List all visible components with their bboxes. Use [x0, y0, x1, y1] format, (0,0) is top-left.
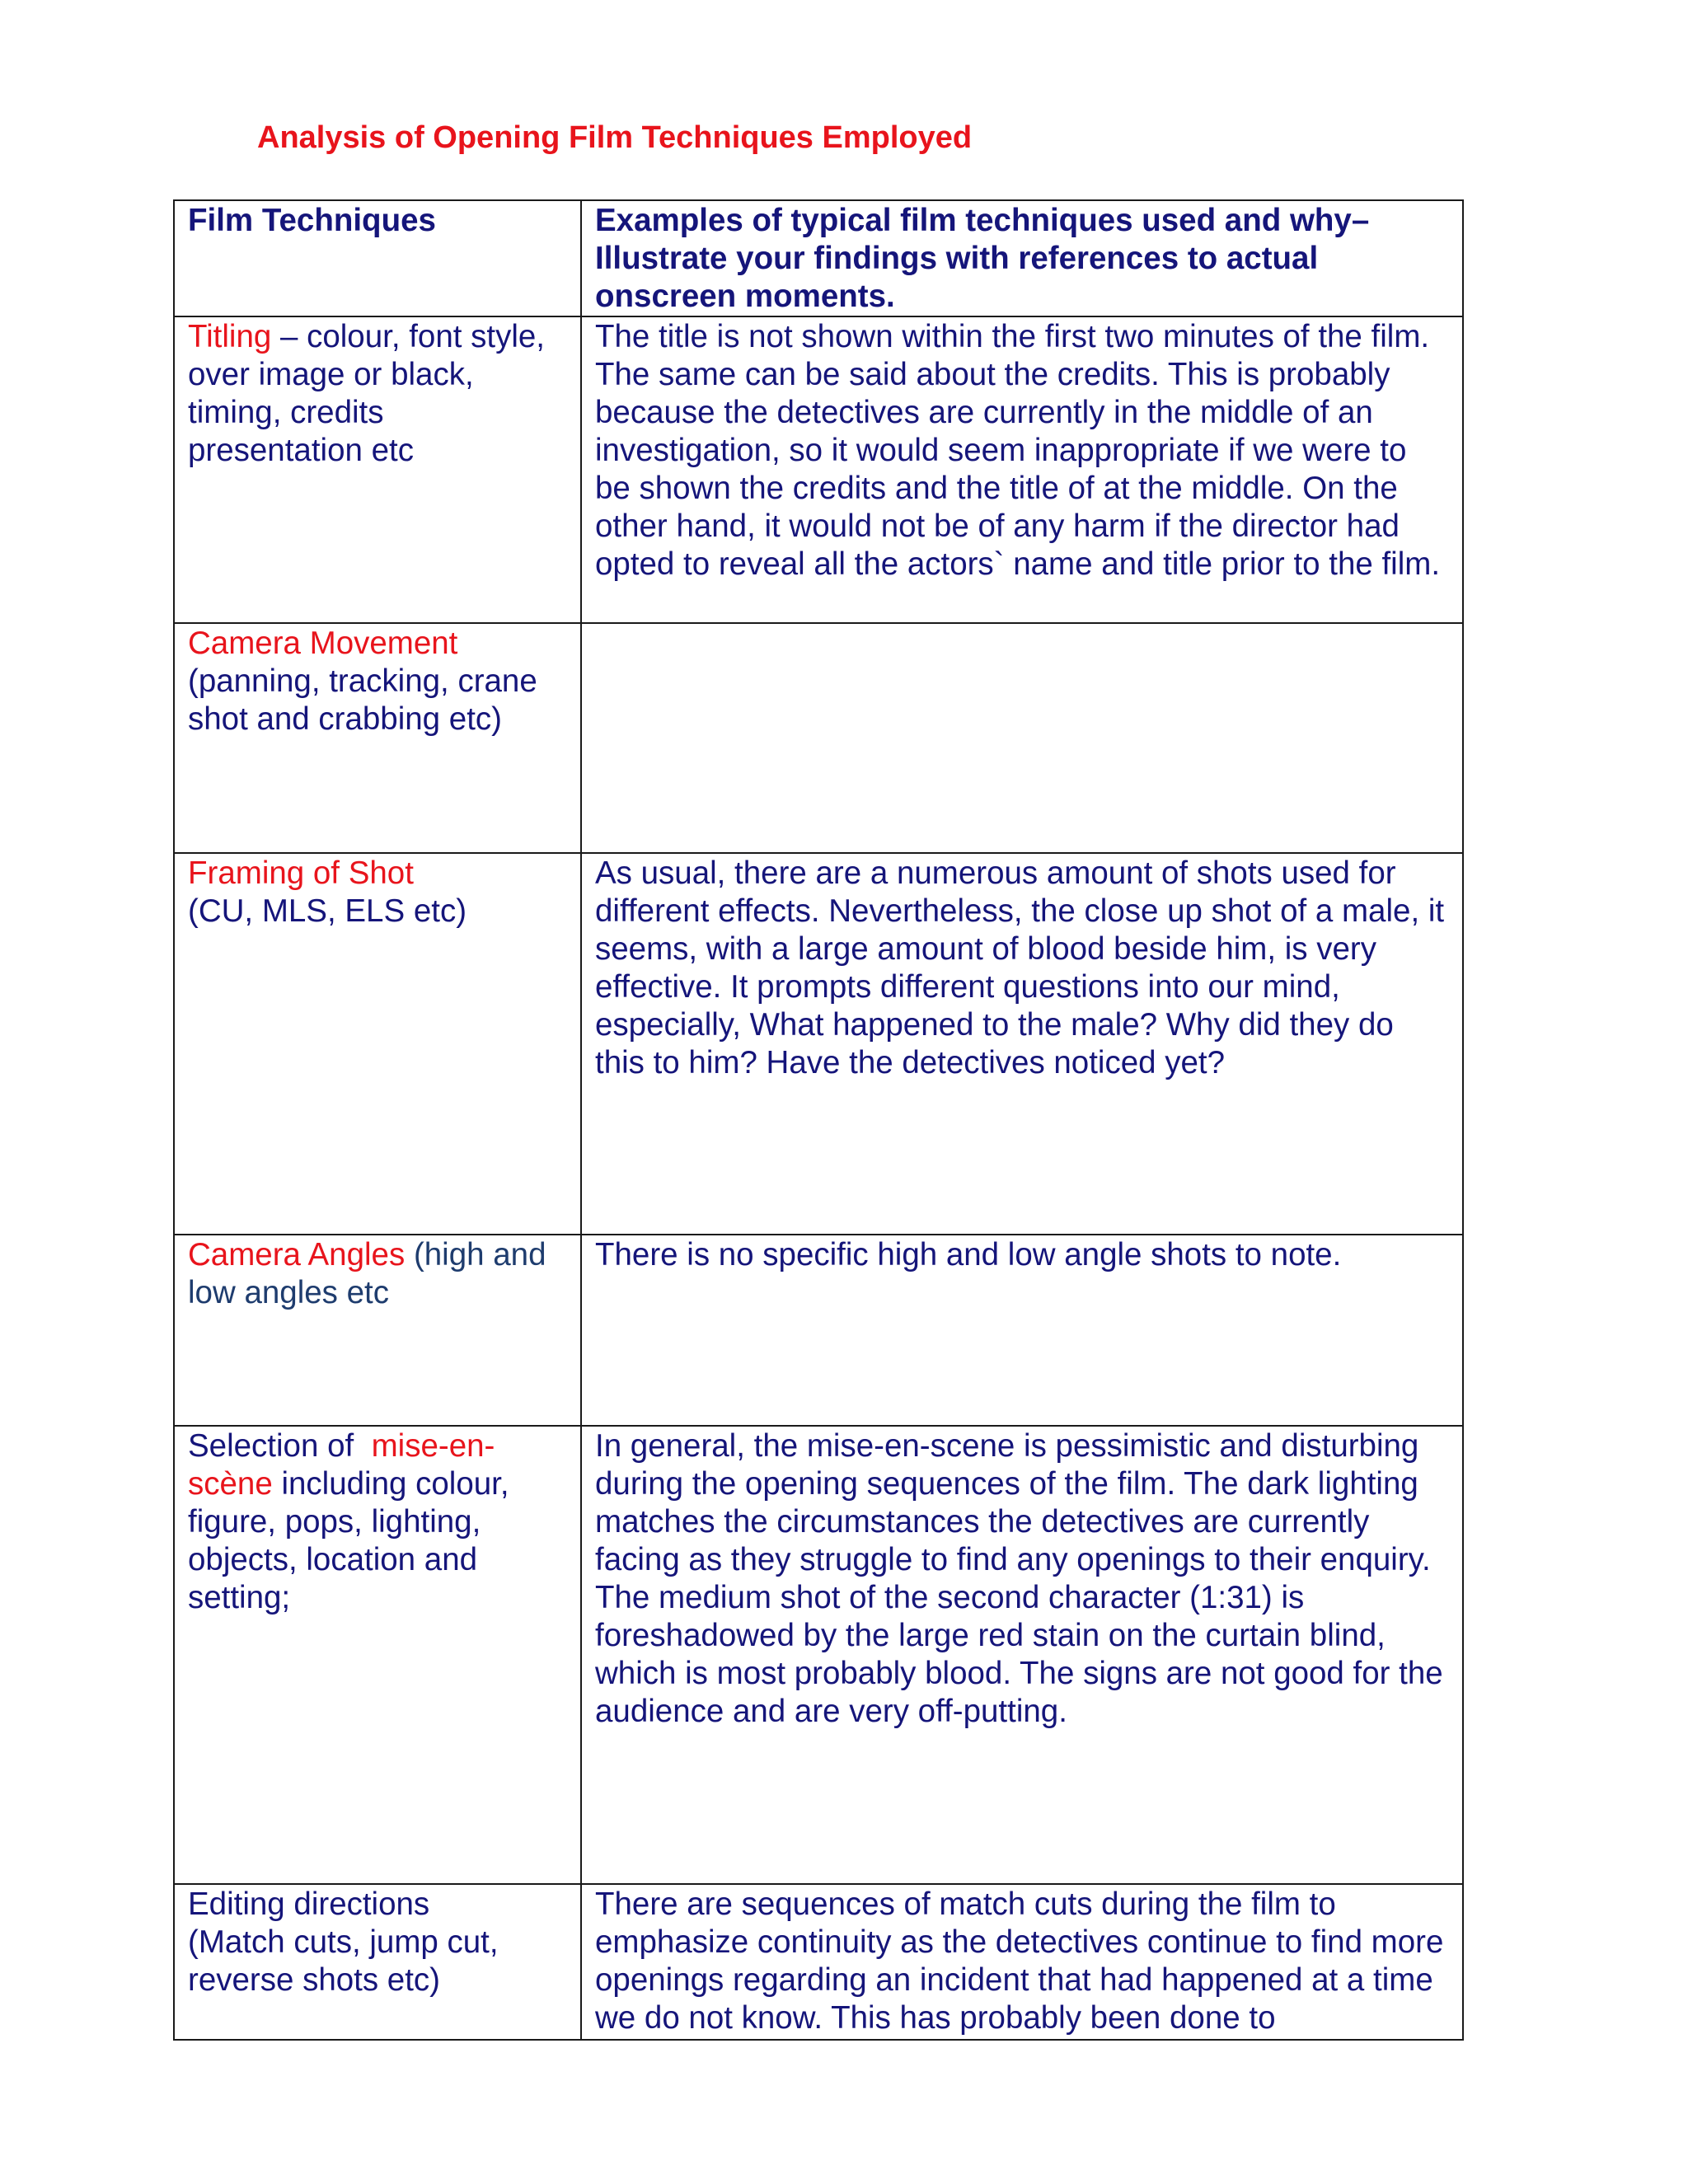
analysis-cell	[581, 623, 1463, 853]
table-header-row	[174, 200, 1463, 316]
technique-cell	[174, 316, 581, 623]
table-row	[174, 1426, 1463, 1884]
technique-term: Editing directions	[188, 1886, 430, 1922]
technique-prefix: Selection of	[188, 1428, 363, 1464]
header-film-techniques: Film Techniques	[174, 200, 581, 316]
analysis-cell: There are sequences of match cuts during the film to emphasize continuity as the detectives continue to find more openings regarding an incident that had happened at a time we do not know. This has probably been done to	[581, 1884, 1463, 2040]
technique-cell	[174, 1426, 581, 1884]
technique-cell	[174, 623, 581, 853]
technique-cell	[174, 1235, 581, 1426]
technique-description: including colour, figure, pops, lighting, objects, location and setting;	[188, 1466, 509, 1615]
header-examples: Examples of typical film techniques used and why– Illustrate your findings with references to actual onscreen moments.	[581, 200, 1463, 316]
technique-cell	[174, 1884, 581, 2040]
technique-description: (high and low angles etc	[188, 1237, 546, 1310]
technique-term: Camera Angles	[188, 1237, 406, 1272]
technique-description: (Match cuts, jump cut, reverse shots etc)	[188, 1924, 499, 1998]
technique-term: Framing of Shot	[188, 855, 414, 891]
technique-term: Titling	[188, 319, 272, 354]
table-row	[174, 1884, 1463, 2040]
document-title: Analysis of Opening Film Techniques Employed	[257, 120, 973, 155]
analysis-cell: In general, the mise-en-scene is pessimistic and disturbing during the opening sequences of the film. The dark lighting matches the circumstances the detectives are currently facing as they struggle to find any openings to their enquiry. The medium shot of the second character (1:31) is foreshadowed by the large red stain on the curtain blind, which is most probably blood. The signs are not good for the audience and are very off-putting.	[581, 1426, 1463, 1884]
analysis-cell: There is no specific high and low angle shots to note.	[581, 1235, 1463, 1426]
analysis-cell: The title is not shown within the first two minutes of the film. The same can be said about the credits. This is probably because the detectives are currently in the middle of an investigation, so it would seem inappropriate if we were to be shown the credits and the title of at the middle. On the other hand, it would not be of any harm if the director had opted to reveal all the actors` name and title prior to the film.	[581, 316, 1463, 623]
technique-description: – colour, font style, over image or black, timing, credits presentation etc	[188, 319, 545, 468]
table-row	[174, 1235, 1463, 1426]
table-row	[174, 853, 1463, 1235]
table-row	[174, 623, 1463, 853]
table-row	[174, 316, 1463, 623]
analysis-cell: As usual, there are a numerous amount of shots used for different effects. Nevertheless, the close up shot of a male, it seems, with a large amount of blood beside him, is very effective. It prompts different questions into our mind, especially, What happened to the male? Why did they do this to him? Have the detectives noticed yet?	[581, 853, 1463, 1235]
technique-description: (panning, tracking, crane shot and crabbing etc)	[188, 663, 537, 737]
technique-term: Camera Movement	[188, 626, 458, 661]
technique-cell	[174, 853, 581, 1235]
technique-term: mise-en-scène	[188, 1428, 495, 1502]
technique-description: (CU, MLS, ELS etc)	[188, 893, 467, 929]
analysis-table	[173, 199, 1464, 2041]
